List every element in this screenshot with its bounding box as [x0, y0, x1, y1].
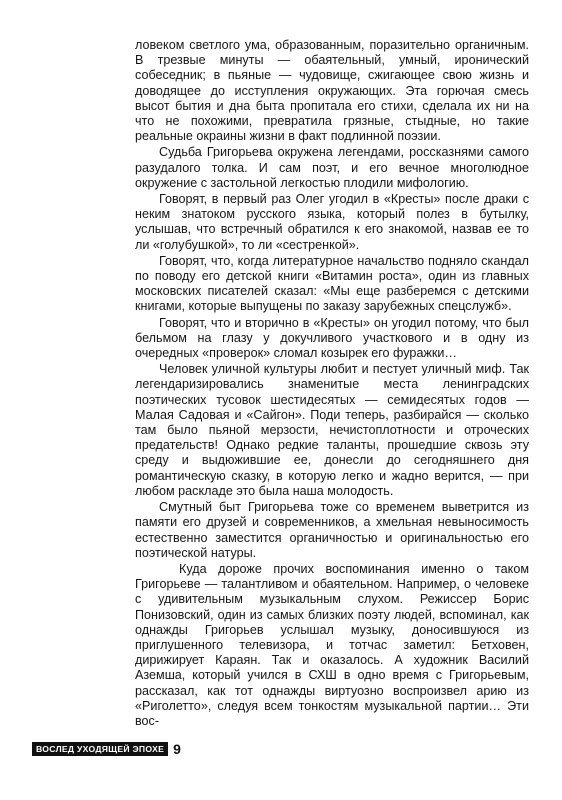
paragraph-4: Говорят, что, когда литературное начальство подняло скандал по поводу его детской книги «Витамин роста», один из главных московских писателей сказал: «Мы еще разберемся с детскими книгами, которые выпущены по заказу зарубежных спецслужб». [135, 253, 529, 314]
paragraph-5: Говорят, что и вторично в «Кресты» он угодил потому, что был бельмом на глазу у докучливого участкового и в одну из очередных «проверок» сломал козырек его фуражки… [135, 315, 529, 361]
running-title: ВОСЛЕД УХОДЯЩЕЙ ЭПОХЕ [32, 742, 168, 756]
page-body [135, 38, 529, 730]
page-number: 9 [173, 741, 181, 757]
page-footer [32, 742, 181, 756]
paragraph-8: Куда дороже прочих воспоминания именно о таком Григорьеве — талантливом и обаятельном. Например, о человеке с удивительным музыкальным слухом. Режиссер Борис Понизовский, один из самых близких поэту людей, вспоминал, как однажды Григорьев услышал музыку, доносившуюся из приглушенного телевизора, и тотчас заметил: Бетховен, дирижирует Караян. Так и оказалось. А художник Василий Аземша, который учился в СХШ в одно время с Григорьевым, рассказал, как тот однажды виртуозно воспроизвел арию из «Риголетто», следуя всем тонкостям музыкальной партии… Эти вос- [135, 561, 529, 728]
paragraph-6: Человек уличной культуры любит и пестует уличный миф. Так легендаризировались знаменитые места ленинградских поэтических тусовок шестидесятых — семидесятых годов — Малая Садовая и «Сайгон». Поди теперь, разбирайся — сколько там было пьяной мерзости, нечистоплотности и отроческих предательств! Однако редкие таланты, прошедшие сквозь эту среду и выдюжившие ее, донесли до сегодняшнего дня романтическую сказку, в которую легко и жадно верится, — при любом раскладе это была наша молодость. [135, 362, 529, 498]
paragraph-7: Смутный быт Григорьева тоже со временем выветрится из памяти его друзей и современников, а хмельная невыносимость естественно заместится органичностью и оригинальностью его поэтической натуры. [135, 500, 529, 560]
paragraph-1: ловеком светлого ума, образованным, поразительно органичным. В трезвые минуты — обаятельный, умный, иронический собеседник; в пьяные — чудовище, сжигающее свою жизнь и доводящее до исступления окружающих. Эта горючая смесь высот бытия и дна быта пропитала его стихи, сделала их ни на что не похожими, превратила грязные, стыдные, но такие реальные окраины жизни в факт подлинной поэзии. [135, 38, 529, 144]
paragraph-3: Говорят, в первый раз Олег угодил в «Кресты» после драки с неким знатоком русского языка, который полез в бутылку, услышав, что встречный обратился к его знакомой, назвав ее то ли «голубушкой», то ли «сестренкой». [135, 192, 529, 252]
paragraph-2: Судьба Григорьева окружена легендами, россказнями самого разудалого толка. И сам поэт, и его вечное многолюдное окружение с застольной легкостью плодили мифологию. [135, 145, 529, 190]
